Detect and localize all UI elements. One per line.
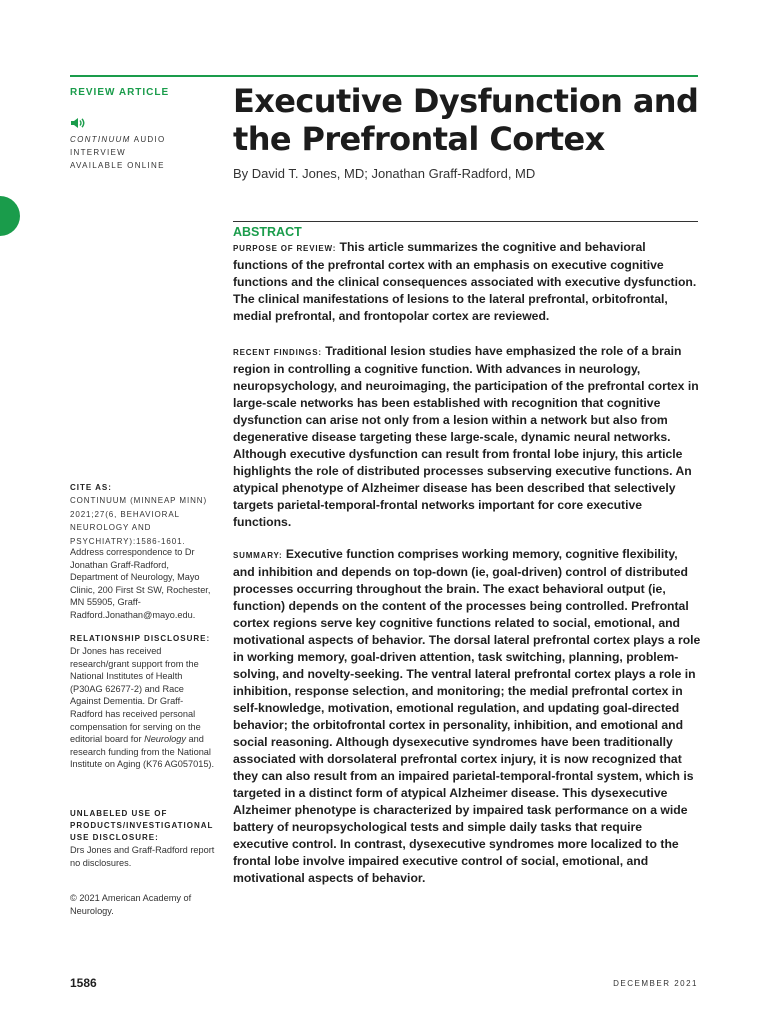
abstract-divider [233, 221, 698, 222]
summary-label: SUMMARY: [233, 551, 283, 560]
findings-text: Traditional lesion studies have emphasized the role of a brain region in controlling a cognitive function. With advances in neurology, neuropsychology, and neuroimaging, the participation of the prefrontal cortex in large-scale networks has been established with recognition that cognitive dysfunction can arise not only from a lesion within a network but also from degenerative disease targeting these large-scale, dynamic neural networks. Although executive dysfunction can result from frontal lobe injury, this article highlights the role of distributed processes subserving executive functions. An atypical phenotype of Alzheimer disease has been described that selectively targets parietal-temporal-frontal networks important for core executive functions. [233, 344, 699, 529]
speaker-icon [70, 117, 86, 129]
side-tab-marker [0, 196, 20, 236]
top-rule [70, 75, 698, 77]
unlabeled-use-disclosure [70, 808, 215, 869]
audio-interview-note [70, 117, 180, 172]
issue-date: DECEMBER 2021 [613, 979, 698, 988]
page-number: 1586 [70, 976, 97, 990]
relationship-text-part2: and research funding from the National Institute on Aging (K76 AG057015). [70, 734, 215, 770]
relationship-journal: Neurology [144, 734, 186, 745]
summary-text: Executive function comprises working memory, cognitive flexibility, and inhibition and depends on top-down (ie, goal-driven) control of distributed processes occurring throughout the brain. The exact behavioral output (ie, function) depends on the content of the processes being controlled. Prefrontal cortex regions serve key cognitive functions related to social, emotional, and motivational aspects of behavior. The dorsal lateral prefrontal cortex plays a role in working memory, goal-driven attention, task switching, planning, problem-solving, and novelty-seeking. The ventral lateral prefrontal cortex plays a role in inhibition, response selection, and monitoring; the medial prefrontal cortex in self-knowledge, motivation, emotional regulation, and updating goal-directed behavior; the orbitofrontal cortex in personality, inhibition, and emotional and social reasoning. Although dysexecutive syndromes have been traditionally associated with dorsolateral prefrontal cortex injury, it is now recognized that they can also result from an impaired parietal-temporal-frontal system, which is targeted in a distinct form of atypical Alzheimer disease. This dysexecutive Alzheimer phenotype is characterized by impaired task performance on a wide battery of neuropsychological tests and simple daily tasks that require executive control. In contrast, dysexecutive syndromes more localized to the frontal lobe involve impaired executive control of social, emotional, and motivational aspects of behavior. [233, 547, 701, 885]
cite-as-block [70, 482, 215, 548]
correspondence-address: Address correspondence to Dr Jonathan Graff-Radford, Department of Neurology, Mayo Clinic, 200 First St SW, Rochester, MN 55905, Graff-Radford.Jonathan@mayo.edu. [70, 547, 211, 620]
relationship-disclosure [70, 633, 215, 771]
abstract-heading: ABSTRACT [233, 225, 302, 239]
purpose-of-review [233, 239, 701, 325]
purpose-text: This article summarizes the cognitive and behavioral functions of the prefrontal cortex with an emphasis on executive cognitive functions and the clinical consequences associated with executive dysfunction. The clinical manifestations of lesions to the lateral prefrontal, orbitofrontal, medial prefrontal, and frontopolar cortex are reviewed. [233, 240, 697, 323]
recent-findings [233, 343, 701, 531]
cite-text: CONTINUUM (MINNEAP MINN) 2021;27(6, BEHAVIORAL NEUROLOGY AND PSYCHIATRY):1586-1601. [70, 496, 208, 546]
findings-label: RECENT FINDINGS: [233, 348, 322, 357]
unlabeled-use-heading: UNLABELED USE OF PRODUCTS/INVESTIGATIONAL USE DISCLOSURE: [70, 809, 214, 842]
summary [233, 546, 701, 887]
relationship-text-part1: Dr Jones has received research/grant support from the National Institutes of Health (P30AG 62677-2) and Race Against Dementia. Dr Graff-Radford has received personal compensation for serving on the editorial board for [70, 646, 201, 745]
copyright-notice: © 2021 American Academy of Neurology. [70, 893, 192, 916]
article-type-kicker: REVIEW ARTICLE [70, 87, 170, 98]
cite-heading: CITE AS: [70, 483, 112, 492]
relationship-heading: RELATIONSHIP DISCLOSURE: [70, 634, 211, 643]
article-title: Executive Dysfunction and the Prefrontal Cortex [233, 82, 699, 158]
journal-name: CONTINUUM [70, 135, 131, 144]
purpose-label: PURPOSE OF REVIEW: [233, 244, 337, 253]
author-byline: By David T. Jones, MD; Jonathan Graff-Radford, MD [233, 166, 536, 181]
unlabeled-use-text: Drs Jones and Graff-Radford report no disclosures. [70, 845, 215, 868]
audio-note-text: AUDIO INTERVIEW AVAILABLE ONLINE [70, 135, 166, 170]
